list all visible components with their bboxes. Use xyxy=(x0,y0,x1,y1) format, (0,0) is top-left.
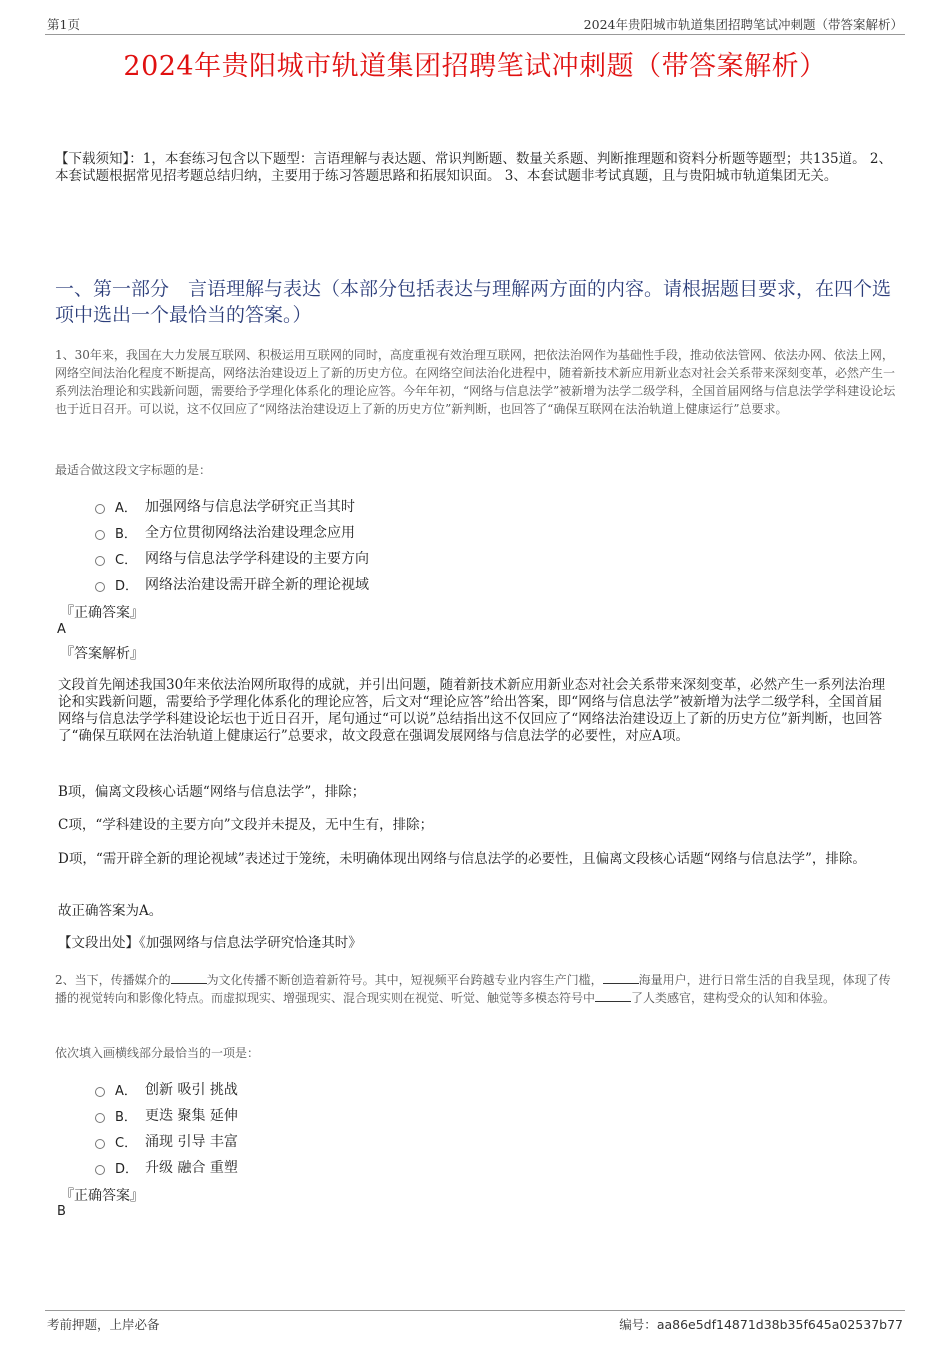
question-1-options xyxy=(95,493,369,597)
download-notice: 【下载须知】：1，本套练习包含以下题型：言语理解与表达题、常识判断题、数量关系题、判断推理题和资料分析题等题型；共135道。 2、本套试题根据常见招考题总结归纳，主要用于练习答题思路和拓展知识面。 3、本套试题非考试真题，且与贵阳城市轨道集团无关。 xyxy=(55,151,892,184)
page-footer xyxy=(45,1310,905,1332)
answer-label: 『正确答案』 xyxy=(60,1188,144,1204)
fill-blank xyxy=(603,972,639,984)
page-number: 第1页 xyxy=(47,17,80,32)
analysis-paragraph: B项，偏离文段核心话题“网络与信息法学”，排除； xyxy=(58,784,366,800)
radio-icon[interactable] xyxy=(95,556,105,566)
radio-icon[interactable] xyxy=(95,1113,105,1123)
option-a[interactable]: A． 加强网络与信息法学研究正当其时 xyxy=(95,493,369,519)
analysis-label: 『答案解析』 xyxy=(60,646,144,662)
fill-blank xyxy=(171,972,207,984)
footer-slogan: 考前押题，上岸必备 xyxy=(47,1317,160,1332)
analysis-conclusion: 故正确答案为A。 xyxy=(58,903,163,919)
option-b[interactable]: B． 全方位贯彻网络法治建设理念应用 xyxy=(95,519,369,545)
option-c[interactable]: C． 网络与信息法学学科建设的主要方向 xyxy=(95,545,369,571)
page-header xyxy=(45,14,905,35)
radio-icon[interactable] xyxy=(95,530,105,540)
question-1-stem: 1、30年来，我国在大力发展互联网、积极运用互联网的同时，高度重视有效治理互联网，把依法治网作为基础性手段，推动依法管网、依法办网、依法上网，网络空间法治化程度不断提高，网络法治建设迈上了新的历史方位。在网络空间法治化进程中，随着新技术新应用新业态对社会关系带来深刻变革，必然产生一系列法治理论和实践新问题，需要给予学理化体系化的理论应答。今年年初，“网络与信息法学”被新增为法学二级学科，全国首届网络与信息法学学科建设论坛也于近日召开。可以说，这不仅回应了“网络法治建设迈上了新的历史方位”新判断，也回答了“确保互联网在法治轨道上健康运行”总要求。 xyxy=(55,348,896,416)
analysis-paragraph: D项，“需开辟全新的理论视域”表述过于笼统，未明确体现出网络与信息法学的必要性，且偏离文段核心话题“网络与信息法学”，排除。 xyxy=(58,851,866,867)
answer-value: A xyxy=(57,622,66,637)
document-title: 2024年贵阳城市轨道集团招聘笔试冲刺题（带答案解析） xyxy=(123,51,827,82)
question-2-options xyxy=(95,1076,238,1180)
source-citation: 【文段出处】《加强网络与信息法学研究恰逢其时》 xyxy=(58,935,362,951)
radio-icon[interactable] xyxy=(95,504,105,514)
analysis-paragraph: C项，“学科建设的主要方向”文段并未提及，无中生有，排除； xyxy=(58,817,434,833)
option-b[interactable]: B． 更迭 聚集 延伸 xyxy=(95,1102,238,1128)
fill-blank xyxy=(595,990,631,1002)
answer-label: 『正确答案』 xyxy=(60,605,144,621)
option-c[interactable]: C． 涌现 引导 丰富 xyxy=(95,1128,238,1154)
question-1-prompt: 最适合做这段文字标题的是： xyxy=(55,463,212,477)
document-code: 编号：aa86e5df14871d38b35f645a02537b77 xyxy=(619,1317,903,1332)
analysis-paragraph: 文段首先阐述我国30年来依法治网所取得的成就，并引出问题，随着新技术新应用新业态对社会关系带来深刻变革，必然产生一系列法治理论和实践新问题，需要给予学理化体系化的理论应答，后文对“理论应答”给出答案，即“网络与信息法学”被新增为法学二级学科，全国首届网络与信息法学学科建设论坛也于近日召开，尾句通过“可以说”总结指出这不仅回应了“网络法治建设迈上了新的历史方位”新判断，也回答了“确保互联网在法治轨道上健康运行”总要求，故文段意在强调发展网络与信息法学的必要性，对应A项。 xyxy=(58,677,886,744)
radio-icon[interactable] xyxy=(95,582,105,592)
header-title: 2024年贵阳城市轨道集团招聘笔试冲刺题（带答案解析） xyxy=(583,17,903,32)
option-a[interactable]: A． 创新 吸引 挑战 xyxy=(95,1076,238,1102)
option-d[interactable]: D． 网络法治建设需开辟全新的理论视域 xyxy=(95,571,369,597)
radio-icon[interactable] xyxy=(95,1139,105,1149)
answer-value: B xyxy=(57,1204,66,1219)
option-d[interactable]: D． 升级 融合 重塑 xyxy=(95,1154,238,1180)
question-2-stem: 2、当下，传播媒介的 为文化传播不断创造着新符号。其中，短视频平台跨越专业内容生产门槛， 海量用户，进行日常生活的自我呈现，体现了传播的视觉转向和影像化特点。而虚拟现实、增强现实、混合现实则在视觉、听觉、触觉等多模态符号中 了人类感官，建构受众的认知和体验。 xyxy=(55,973,891,1005)
question-2-prompt: 依次填入画横线部分最恰当的一项是： xyxy=(55,1046,260,1060)
radio-icon[interactable] xyxy=(95,1165,105,1175)
radio-icon[interactable] xyxy=(95,1087,105,1097)
section-heading: 一、第一部分 言语理解与表达（本部分包括表达与理解两方面的内容。请根据题目要求，在四个选项中选出一个最恰当的答案。） xyxy=(55,278,892,326)
